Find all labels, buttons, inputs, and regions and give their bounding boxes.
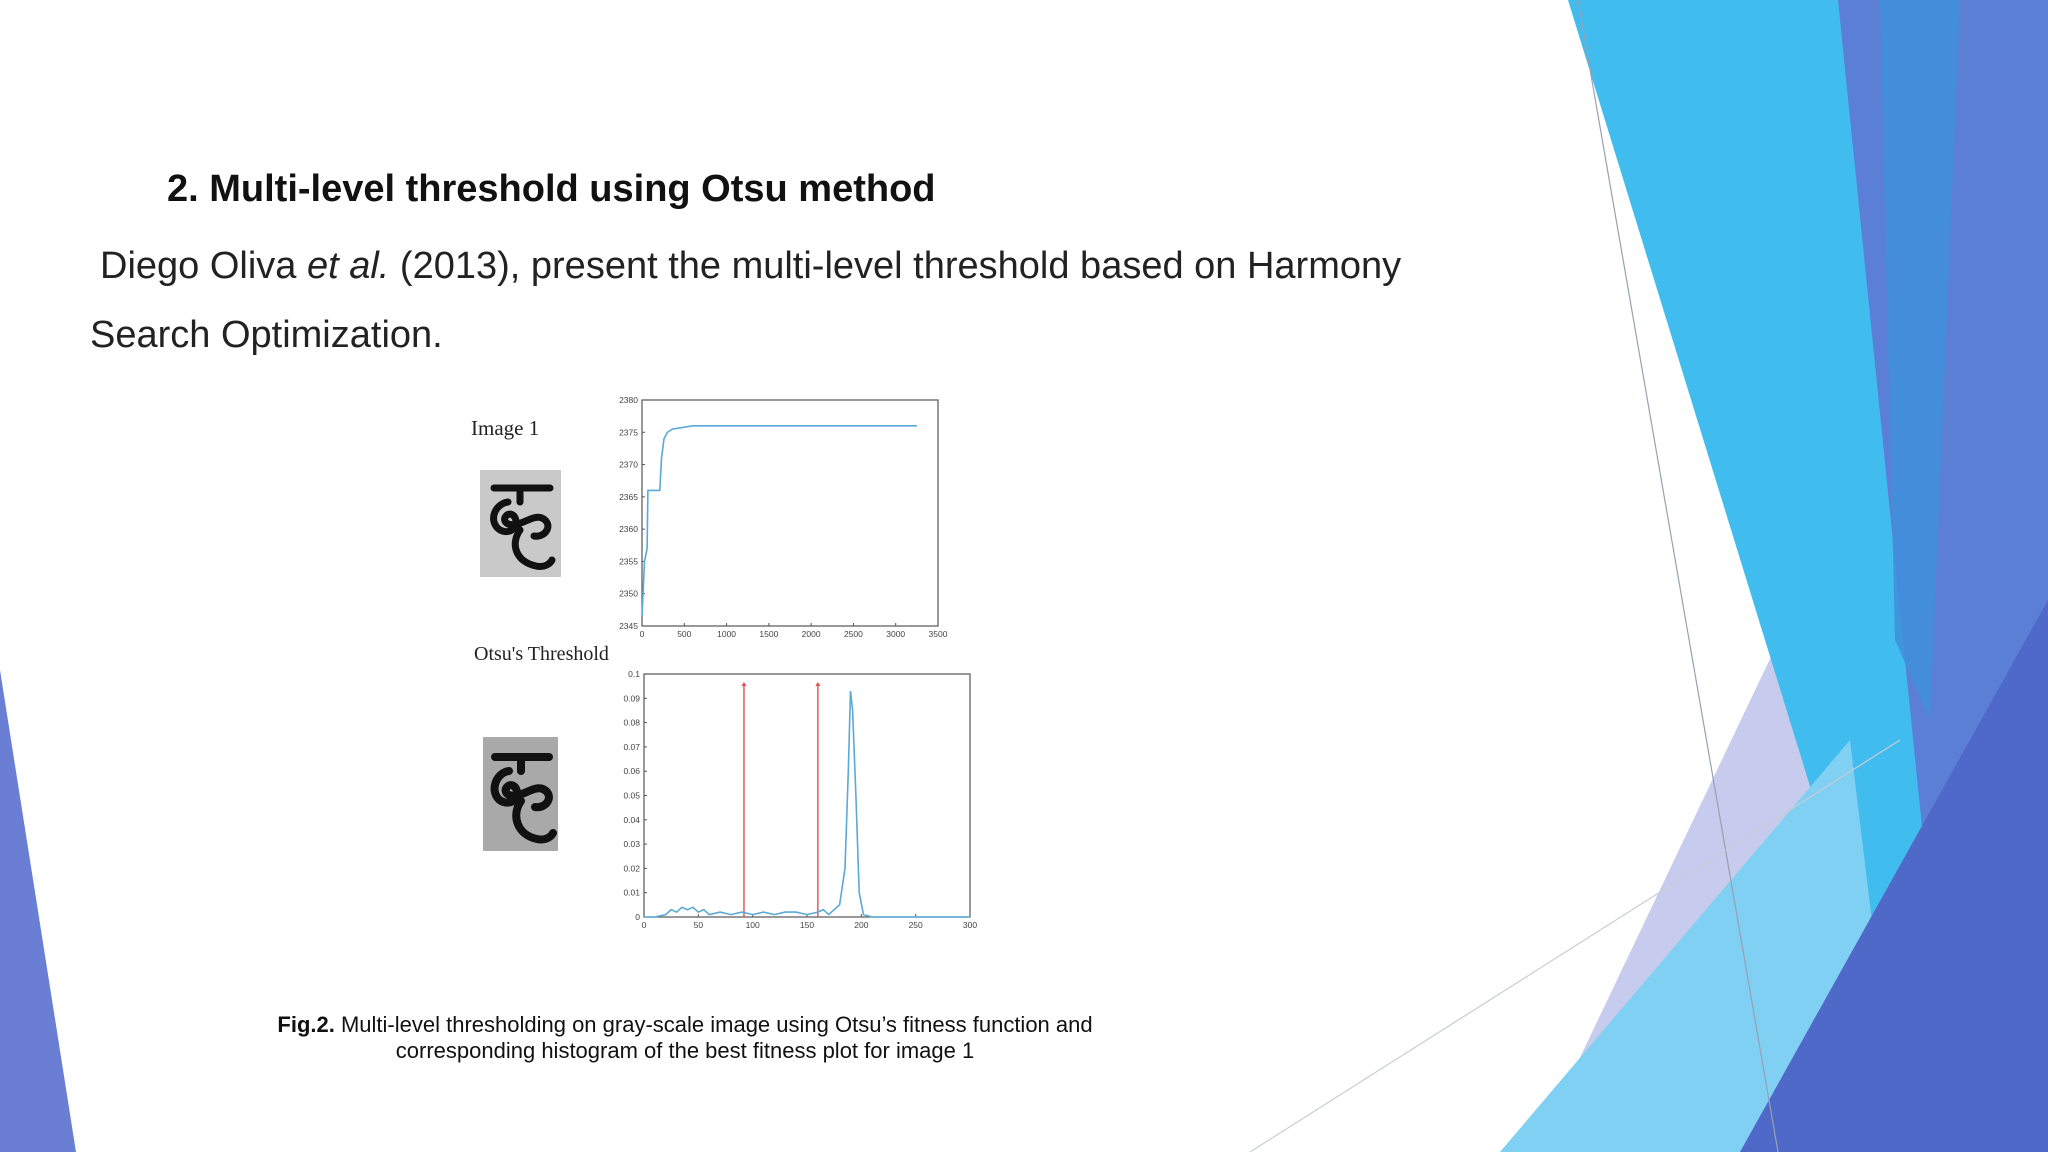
fitness-plot-y-tick-label: 2375 — [619, 427, 638, 438]
histogram-plot-x-tick-label: 100 — [745, 920, 760, 930]
histogram-plot-x-tick-label: 150 — [799, 920, 815, 930]
histogram-plot-y-tick-label: 0.09 — [623, 693, 640, 704]
histogram-plot-y-tick-label: 0.08 — [623, 717, 640, 728]
caption-fig-label: Fig.2. — [277, 1012, 335, 1037]
fitness-plot-y-tick-label: 2350 — [619, 588, 638, 599]
glyph-image-thresholded — [483, 737, 558, 851]
histogram-plot-y-tick-label: 0.04 — [623, 814, 640, 825]
histogram-plot-y-tick-label: 0.06 — [623, 766, 640, 777]
deco-shape-left-triangle — [0, 670, 76, 1152]
histogram-plot-x-tick-label: 300 — [962, 920, 978, 930]
fitness-plot-y-tick-label: 2365 — [619, 491, 638, 502]
fitness-plot-y-tick-label: 2380 — [619, 395, 638, 405]
fitness-plot-x-tick-label: 500 — [677, 629, 692, 639]
histogram-plot-y-tick-label: 0.1 — [628, 669, 640, 679]
histogram-plot-x-tick-label: 200 — [854, 920, 869, 930]
caption-line-1-text: Multi-level thresholding on gray-scale image using Otsu’s fitness function and — [334, 1012, 1093, 1037]
fitness-plot-y-tick-label: 2345 — [619, 621, 638, 631]
fitness-plot-frame — [642, 400, 938, 626]
fitness-plot — [600, 390, 960, 646]
histogram-plot-y-tick-label: 0.07 — [623, 741, 640, 752]
caption-line-2: corresponding histogram of the best fitness plot for image 1 — [395, 1038, 975, 1063]
histogram-plot-y-tick-label: 0.01 — [623, 887, 640, 898]
fitness-plot-x-tick-label: 3500 — [928, 629, 948, 639]
histogram-plot — [612, 664, 982, 936]
histogram-plot-frame — [644, 674, 970, 917]
fitness-plot-x-tick-label: 3000 — [886, 629, 906, 639]
image-label-2: Otsu's Threshold — [474, 643, 609, 665]
fitness-plot-x-tick-label: 1500 — [759, 629, 779, 639]
glyph-drawing-2 — [483, 737, 558, 851]
fitness-plot-y-tick-label: 2360 — [619, 524, 638, 535]
histogram-plot-x-tick-label: 50 — [693, 920, 704, 930]
histogram-plot-y-tick-label: 0.02 — [623, 863, 640, 874]
fitness-plot-x-tick-label: 0 — [639, 629, 645, 639]
paragraph-author: Diego Oliva — [100, 245, 307, 287]
paragraph-etal: et al. — [306, 245, 390, 287]
figure-caption — [150, 1012, 1220, 1064]
fitness-plot-y-tick-label: 2370 — [619, 459, 638, 470]
histogram-plot-y-tick-label: 0.05 — [623, 790, 640, 801]
fitness-plot-y-tick-label: 2355 — [619, 556, 638, 567]
slide-paragraph — [90, 232, 1490, 370]
paragraph-line-1-rest: (2013), present the multi-level threshold based on Harmony — [389, 245, 1402, 287]
glyph-drawing-1 — [480, 470, 561, 577]
slide-heading: 2. Multi-level threshold using Otsu method — [167, 168, 936, 210]
paragraph-line-1 — [90, 232, 1490, 301]
histogram-plot-y-tick-label: 0.03 — [623, 839, 640, 850]
histogram-plot-y-tick-label: 0 — [635, 912, 640, 922]
paragraph-line-2: Search Optimization. — [90, 314, 443, 356]
fitness-plot-x-tick-label: 1000 — [717, 629, 737, 639]
histogram-plot-x-tick-label: 0 — [641, 920, 647, 930]
caption-line-1 — [150, 1012, 1220, 1038]
image-label-1: Image 1 — [471, 416, 540, 440]
fitness-plot-x-tick-label: 2000 — [801, 629, 821, 639]
histogram-plot-x-tick-label: 250 — [908, 920, 923, 930]
glyph-image-original — [480, 470, 561, 577]
fitness-plot-x-tick-label: 2500 — [843, 629, 863, 639]
